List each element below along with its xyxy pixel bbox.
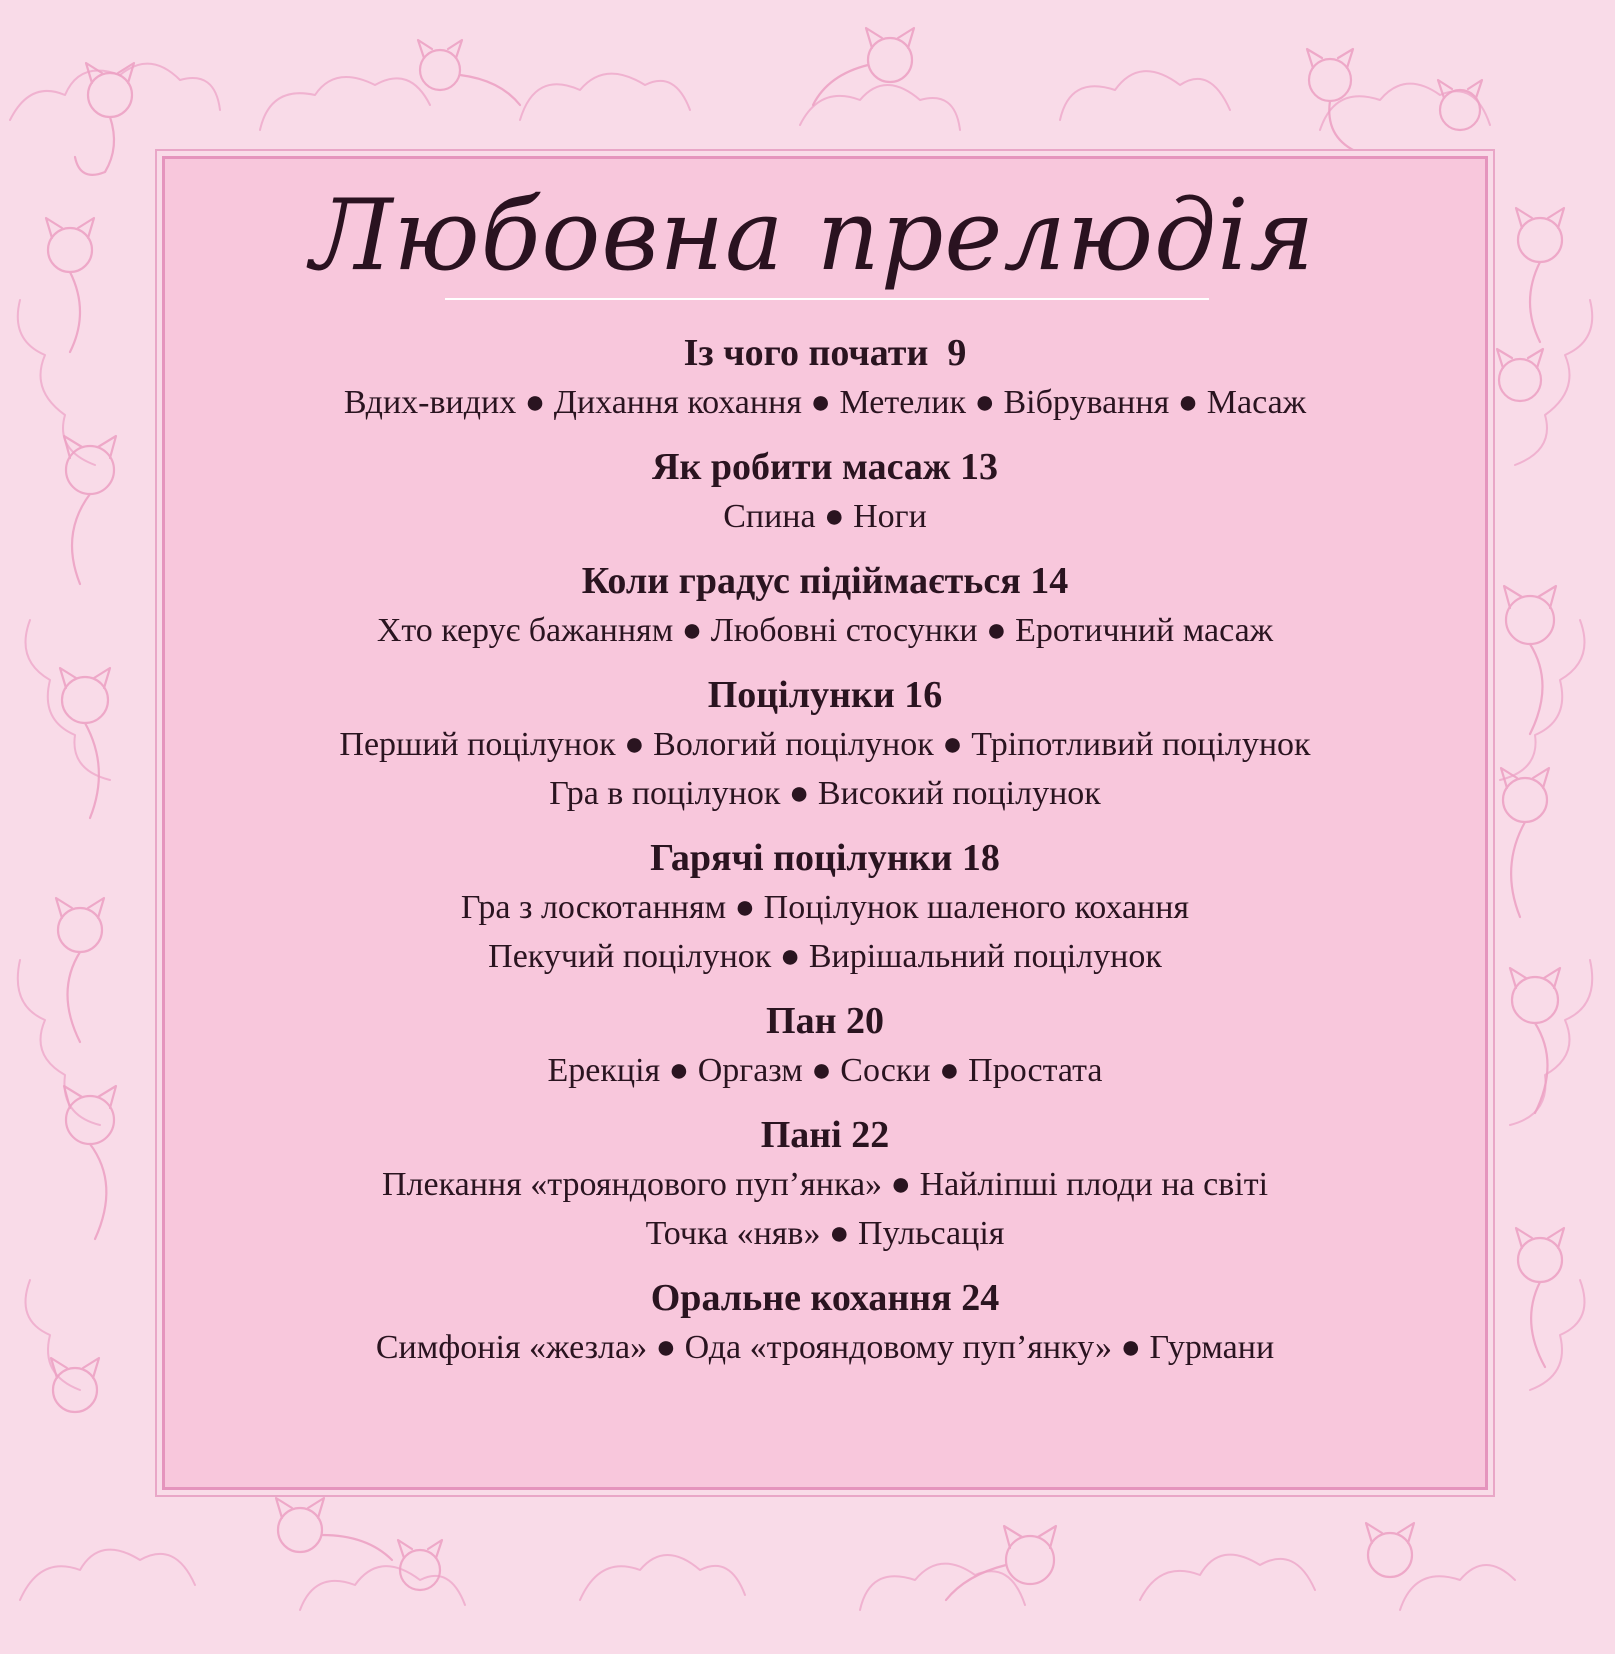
toc-section	[162, 442, 1488, 541]
toc-section	[162, 1273, 1488, 1372]
section-heading: Пан 20	[766, 1000, 884, 1042]
toc-section	[162, 556, 1488, 655]
section-topics-line: Точка «няв» ● Пульсація	[645, 1215, 1005, 1252]
toc-section	[162, 1110, 1488, 1258]
section-heading: Гарячі поцілунки 18	[650, 837, 1000, 879]
toc-section	[162, 996, 1488, 1095]
section-heading: Поцілунки 16	[707, 674, 943, 716]
section-heading: Як робити масаж 13	[652, 446, 998, 488]
page-title: Любовна прелюдія	[310, 179, 1316, 293]
table-of-contents	[162, 328, 1488, 1387]
toc-section	[162, 833, 1488, 981]
section-heading: Пані 22	[760, 1114, 890, 1156]
toc-section	[162, 670, 1488, 818]
section-topics-line: Спина ● Ноги	[723, 498, 927, 535]
section-topics-line: Вдих-видих ● Дихання кохання ● Метелик ● Вібрування ● Масаж	[343, 384, 1307, 421]
section-topics-line: Ерекція ● Оргазм ● Соски ● Простата	[547, 1052, 1103, 1089]
toc-section	[162, 328, 1488, 427]
section-topics-line: Хто керує бажанням ● Любовні стосунки ● Еротичний масаж	[376, 612, 1274, 649]
section-topics-line: Плекання «трояндового пуп’янка» ● Найліпші плоди на світі	[381, 1166, 1269, 1203]
section-topics-line: Гра в поцілунок ● Високий поцілунок	[549, 775, 1101, 812]
title-underline	[445, 298, 1209, 300]
section-heading: Оральне кохання 24	[650, 1277, 1000, 1319]
section-topics-line: Перший поцілунок ● Вологий поцілунок ● Тріпотливий поцілунок	[339, 726, 1311, 763]
section-topics-line: Симфонія «жезла» ● Ода «трояндовому пуп’янку» ● Гурмани	[375, 1329, 1275, 1366]
section-heading: Із чого почати 9	[683, 332, 967, 374]
section-heading: Коли градус підіймається 14	[581, 560, 1069, 602]
section-topics-line: Гра з лоскотанням ● Поцілунок шаленого кохання	[460, 889, 1190, 926]
section-topics-line: Пекучий поцілунок ● Вирішальний поцілунок	[488, 938, 1162, 975]
